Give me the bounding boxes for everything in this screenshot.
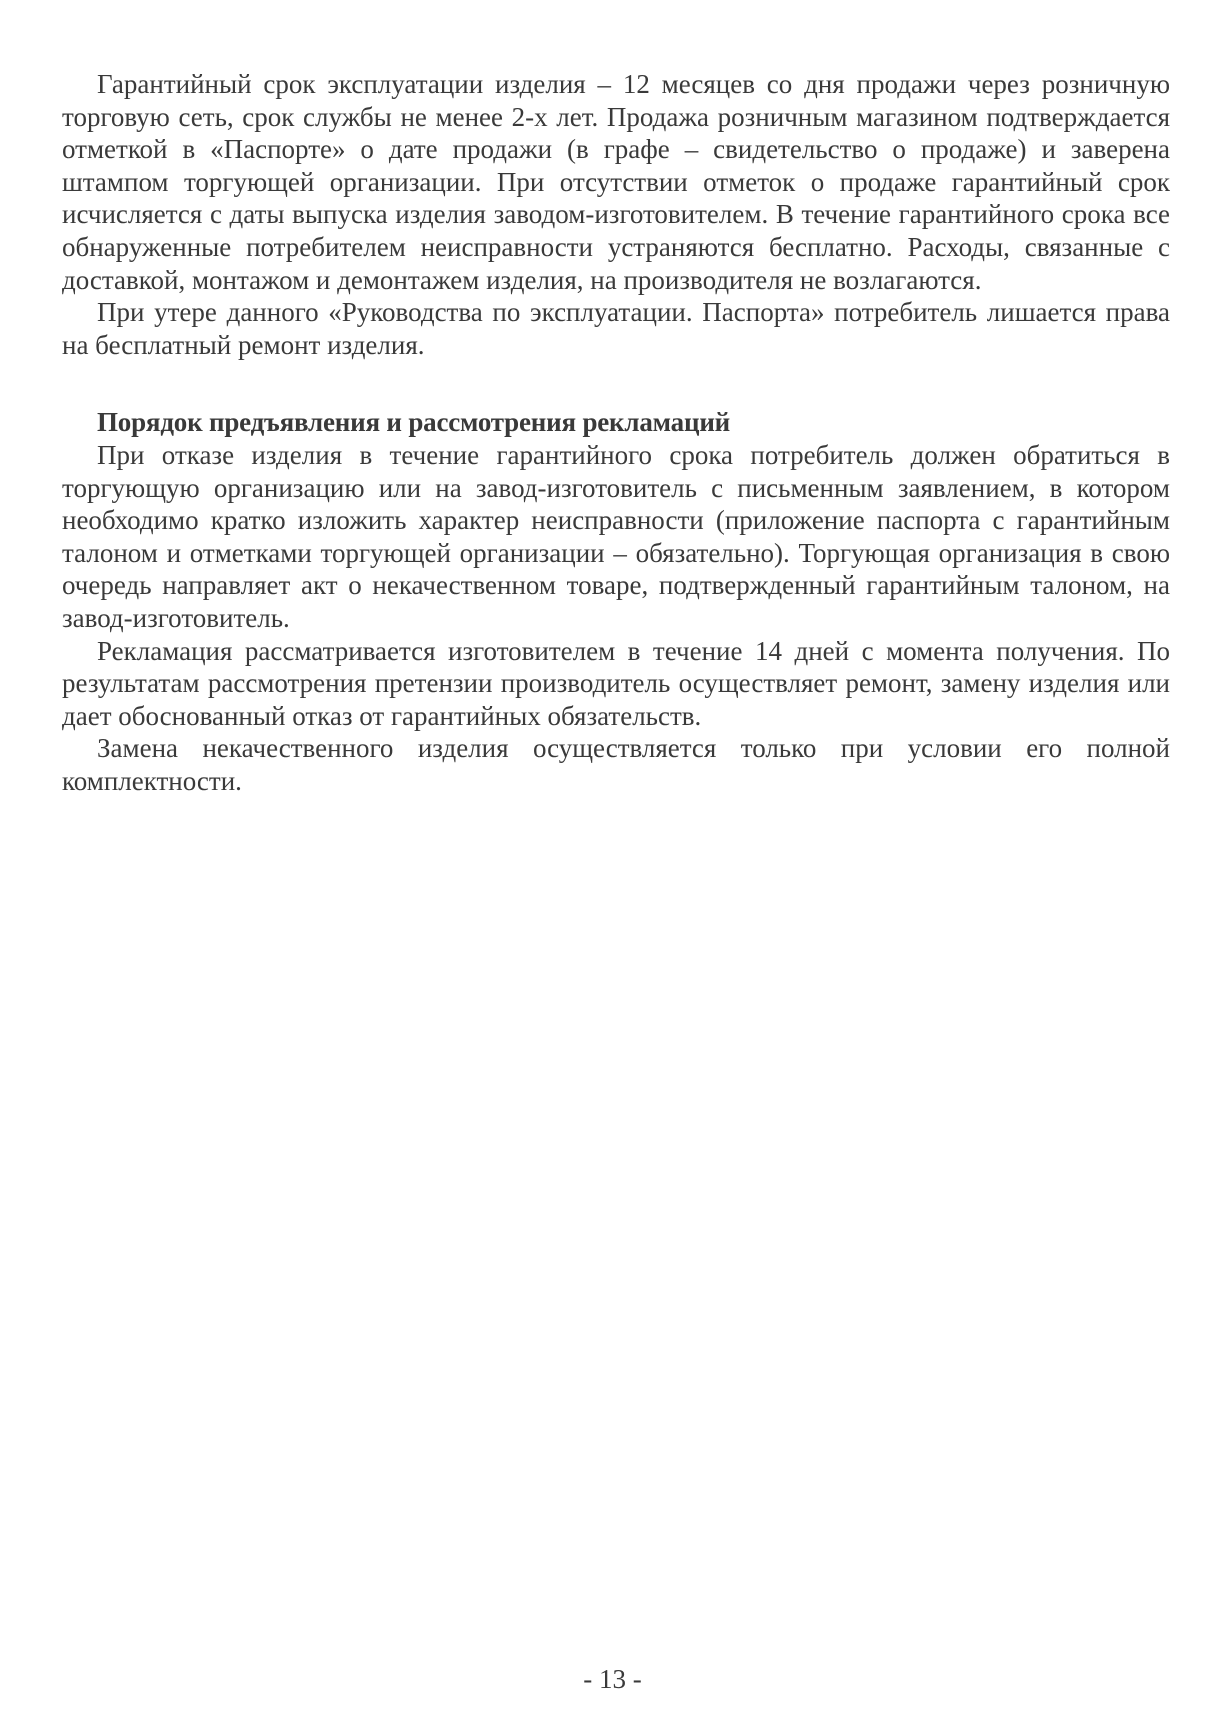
warranty-paragraph-2: При утере данного «Руководства по эксплуатации. Паспорта» потребитель лишается права на бесплатный ремонт изделия. [62,297,1170,360]
claims-paragraph-2: Рекламация рассматривается изготовителем в течение 14 дней с момента получения. По результатам рассмотрения претензии производитель осуществляет ремонт, замену изделия или дает обоснованный отказ от гарантийных обязательств. [62,635,1170,731]
claims-paragraph-3: Замена некачественного изделия осуществляется только при условии его полной комплектности. [62,733,1170,796]
claims-paragraph-1: При отказе изделия в течение гарантийного срока потребитель должен обратиться в торгующую организацию или на завод-изготовитель с письменным заявлением, в котором необходимо кратко изложить характер неисправности (приложение паспорта с гарантийным талоном и отметками торгующей организации – обязательно). Торгующая организация в свою очередь направляет акт о некачественном товаре, подтвержденный гарантийным талоном, на завод-изготовитель. [62,439,1170,633]
warranty-paragraph-1: Гарантийный срок эксплуатации изделия – 12 месяцев со дня продажи через розничную торговую сеть, срок службы не менее 2-х лет. Продажа розничным магазином подтверждается отметкой в «Паспорте» о дате продажи (в графе – свидетельство о продаже) и заверена штампом торгующей организации. При отсутствии отметок о продаже гарантийный срок исчисляется с даты выпуска изделия заводом-изготовителем. В течение гарантийного срока все обнаруженные потребителем неисправности устраняются бесплатно. Расходы, связанные с доставкой, монтажом и демонтажем изделия, на производителя не возлагаются. [62,69,1170,295]
claims-heading: Порядок предъявления и рассмотрения рекламаций [97,407,731,438]
document-body [62,68,1170,797]
page-number: - 13 - [583,1664,642,1694]
